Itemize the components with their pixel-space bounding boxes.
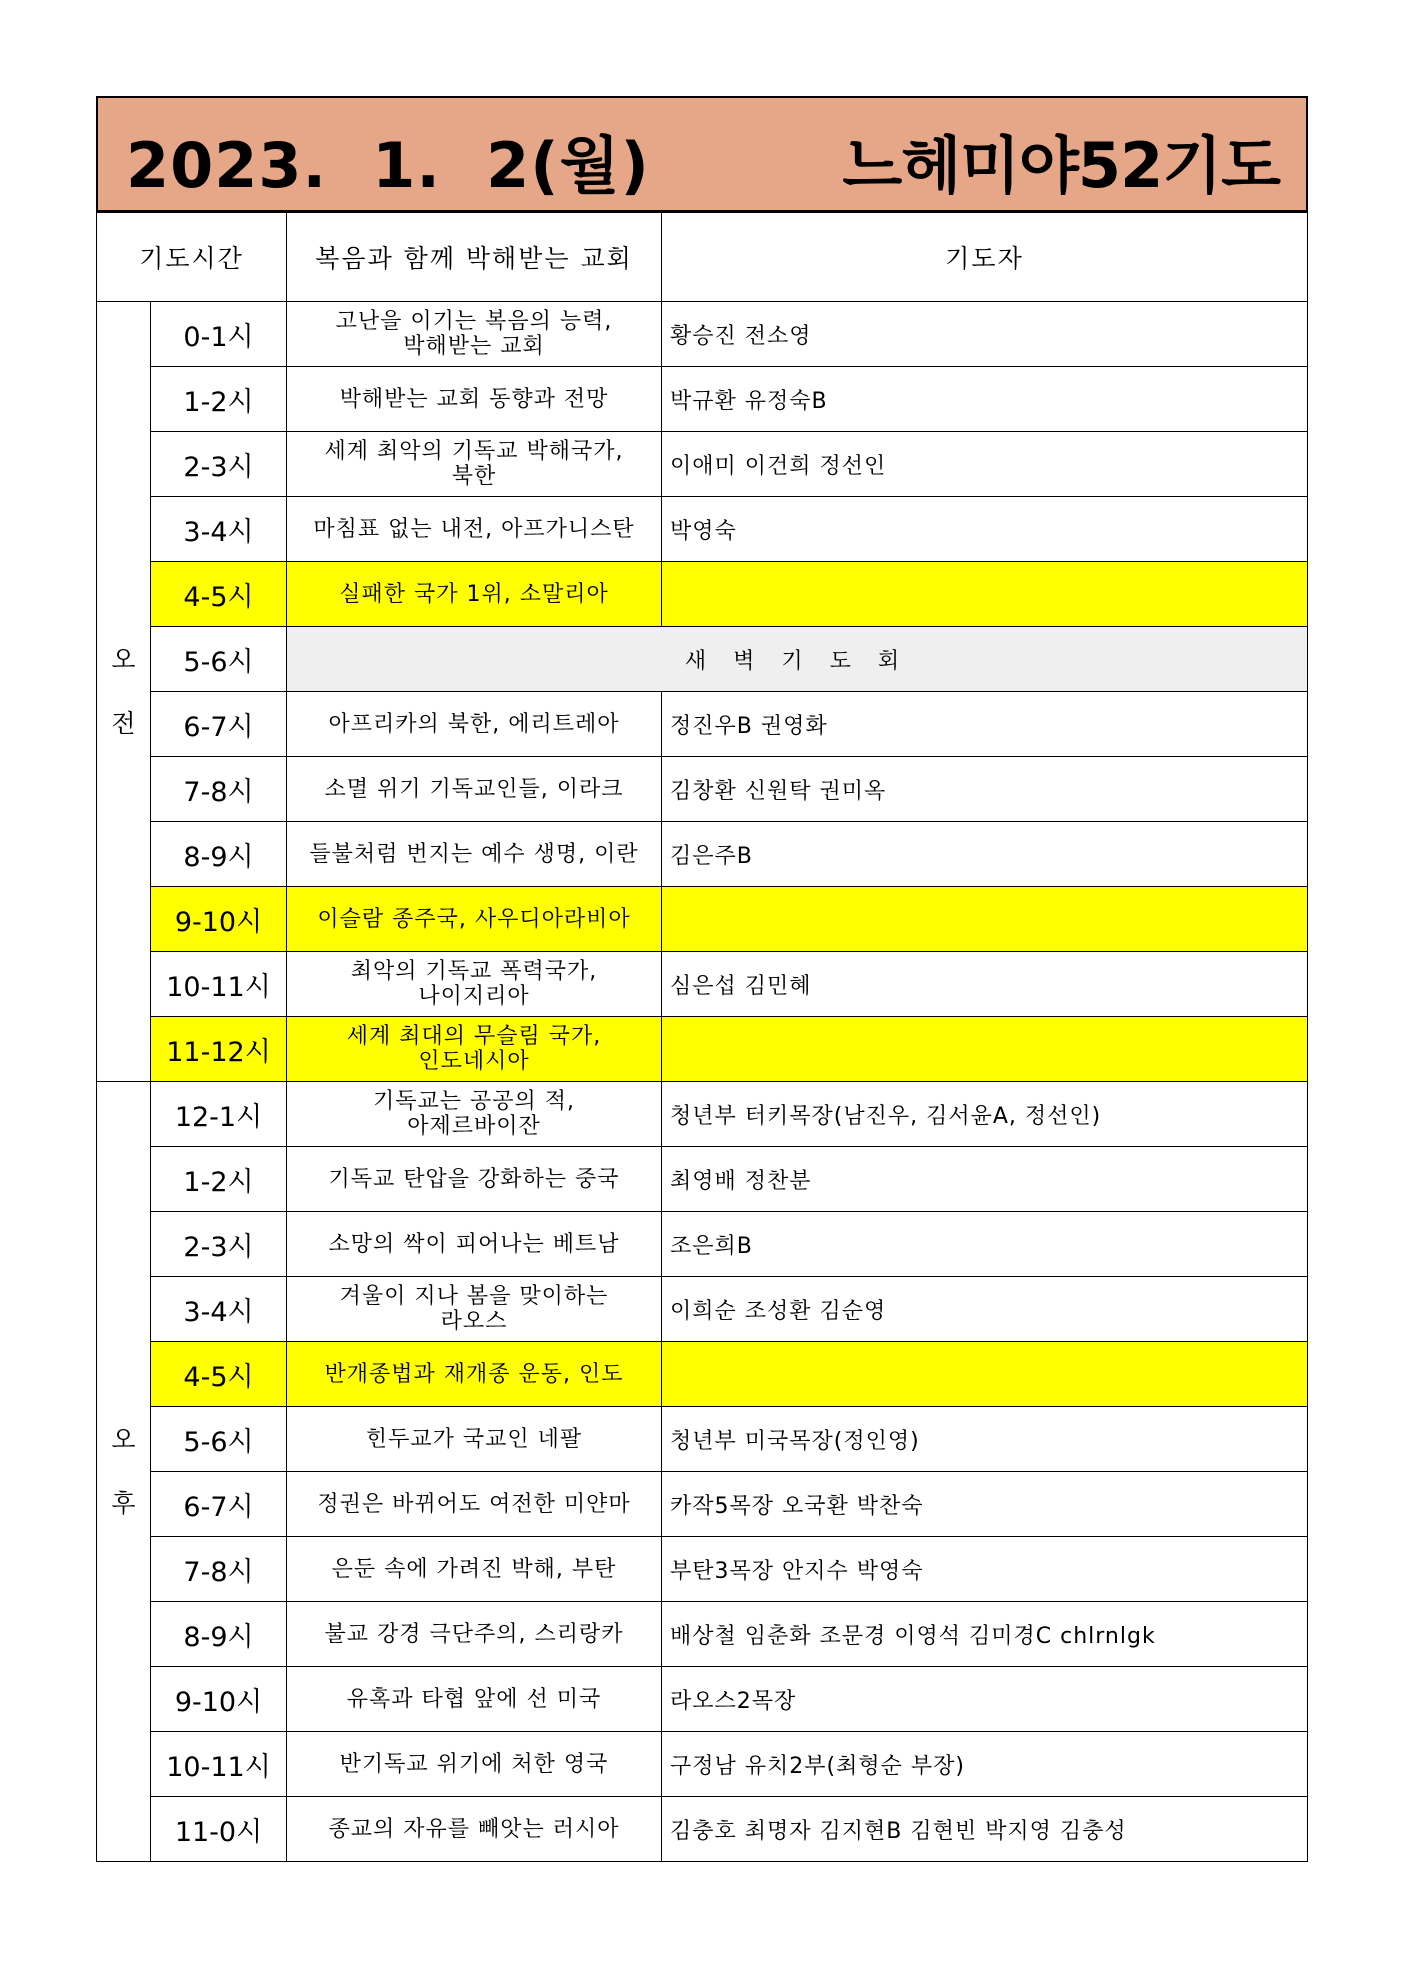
period-char: 오 [111,1424,136,1454]
names-cell: 구정남 유치2부(최형순 부장) [662,1732,1308,1797]
prayer-schedule-sheet [96,96,1308,1862]
topic-cell [287,1082,662,1147]
period-char: 전 [111,708,136,738]
topic-cell [287,302,662,367]
topic-line: 고난을 이기는 복음의 능력, [335,309,613,334]
names-cell: 조은희B [662,1212,1308,1277]
topic-line: 라오스 [440,1309,508,1334]
topic-line: 힌두교가 국교인 네팔 [365,1426,583,1452]
schedule-row [97,1407,1308,1472]
schedule-row [97,367,1308,432]
topic-line: 인도네시아 [418,1049,530,1074]
topic-cell [287,1537,662,1602]
names-cell: 박영숙 [662,497,1308,562]
names-cell: 김충호 최명자 김지현B 김현빈 박지영 김충성 [662,1797,1308,1862]
time-cell: 7-8시 [151,1537,287,1602]
topic-cell [287,1147,662,1212]
schedule-row [97,1472,1308,1537]
column-header-topic: 복음과 함께 박해받는 교회 [287,213,662,302]
time-cell: 0-1시 [151,302,287,367]
period-char: 오 [111,644,136,674]
topic-line: 마침표 없는 내전, 아프가니스탄 [313,516,635,542]
topic-cell [287,497,662,562]
time-cell: 9-10시 [151,887,287,952]
schedule-row [97,627,1308,692]
names-cell: 정진우B 권영화 [662,692,1308,757]
title-date: 2023. 1. 2(월) [126,129,650,202]
topic-cell [287,1732,662,1797]
topic-line: 소망의 싹이 피어나는 베트남 [328,1231,620,1257]
topic-line: 북한 [451,464,497,489]
time-cell: 3-4시 [151,497,287,562]
topic-cell [287,1602,662,1667]
topic-cell [287,432,662,497]
time-cell: 8-9시 [151,822,287,887]
schedule-row [97,1732,1308,1797]
names-cell: 이애미 이건희 정선인 [662,432,1308,497]
names-cell: 청년부 미국목장(정인영) [662,1407,1308,1472]
topic-cell [287,1407,662,1472]
topic-cell [287,822,662,887]
time-cell: 1-2시 [151,367,287,432]
schedule-row [97,302,1308,367]
title-name: 느헤미야52기도 [842,129,1280,202]
names-cell: 황승진 전소영 [662,302,1308,367]
topic-line: 반개종법과 재개종 운동, 인도 [324,1361,624,1387]
topic-line: 종교의 자유를 빼앗는 러시아 [328,1816,620,1842]
time-cell: 10-11시 [151,952,287,1017]
topic-cell [287,952,662,1017]
topic-line: 세계 최악의 기독교 박해국가, [324,439,624,464]
time-cell: 2-3시 [151,1212,287,1277]
topic-line: 최악의 기독교 폭력국가, [350,959,598,984]
time-cell: 8-9시 [151,1602,287,1667]
names-cell: 최영배 정찬분 [662,1147,1308,1212]
time-cell: 4-5시 [151,562,287,627]
time-cell: 1-2시 [151,1147,287,1212]
topic-line: 박해받는 교회 동향과 전망 [339,386,609,412]
topic-line: 은둔 속에 가려진 박해, 부탄 [331,1556,617,1582]
schedule-row [97,1212,1308,1277]
period-am [97,302,151,1082]
schedule-row [97,1537,1308,1602]
schedule-row [97,1667,1308,1732]
topic-line: 반기독교 위기에 처한 영국 [339,1751,609,1777]
topic-cell [287,1212,662,1277]
time-cell: 10-11시 [151,1732,287,1797]
topic-cell [287,1277,662,1342]
names-cell [662,1342,1308,1407]
names-cell: 이희순 조성환 김순영 [662,1277,1308,1342]
schedule-row [97,432,1308,497]
schedule-body [97,302,1308,1862]
schedule-row [97,1147,1308,1212]
topic-line: 아프리카의 북한, 에리트레아 [328,711,620,737]
topic-cell [287,1797,662,1862]
topic-cell [287,1342,662,1407]
topic-line: 정권은 바뀌어도 여전한 미얀마 [317,1491,631,1517]
names-cell: 김창환 신원탁 권미옥 [662,757,1308,822]
time-cell: 9-10시 [151,1667,287,1732]
time-cell: 6-7시 [151,692,287,757]
schedule-row [97,952,1308,1017]
topic-line: 유혹과 타협 앞에 선 미국 [346,1686,602,1712]
time-cell: 2-3시 [151,432,287,497]
topic-cell [287,562,662,627]
topic-line: 이슬람 종주국, 사우디아라비아 [317,906,631,932]
time-cell: 5-6시 [151,1407,287,1472]
time-cell: 7-8시 [151,757,287,822]
time-cell: 11-12시 [151,1017,287,1082]
topic-line: 기독교 탄압을 강화하는 중국 [328,1166,620,1192]
names-cell [662,562,1308,627]
topic-cell [287,887,662,952]
time-cell: 4-5시 [151,1342,287,1407]
topic-line: 박해받는 교회 [403,334,545,359]
topic-line: 아제르바이잔 [407,1114,541,1139]
names-cell: 라오스2목장 [662,1667,1308,1732]
time-cell: 11-0시 [151,1797,287,1862]
schedule-row [97,1017,1308,1082]
names-cell: 배상철 임춘화 조문경 이영석 김미경C chlrnlgk [662,1602,1308,1667]
period-char: 후 [111,1488,136,1518]
column-header-time: 기도시간 [97,213,287,302]
schedule-row [97,1277,1308,1342]
schedule-row [97,692,1308,757]
schedule-row [97,887,1308,952]
names-cell: 청년부 터키목장(남진우, 김서윤A, 정선인) [662,1082,1308,1147]
topic-line: 세계 최대의 무슬림 국가, [346,1024,602,1049]
names-cell: 카작5목장 오국환 박찬숙 [662,1472,1308,1537]
names-cell: 심은섭 김민혜 [662,952,1308,1017]
time-cell: 5-6시 [151,627,287,692]
schedule-row [97,497,1308,562]
names-cell [662,887,1308,952]
time-cell: 6-7시 [151,1472,287,1537]
topic-cell [287,1017,662,1082]
names-cell: 김은주B [662,822,1308,887]
schedule-row [97,757,1308,822]
topic-line: 들불처럼 번지는 예수 생명, 이란 [309,841,639,867]
schedule-row [97,1082,1308,1147]
schedule-row [97,562,1308,627]
header-row [97,213,1308,302]
schedule-row [97,1797,1308,1862]
schedule-row [97,1342,1308,1407]
topic-line: 소멸 위기 기독교인들, 이라크 [324,776,624,802]
names-cell: 부탄3목장 안지수 박영숙 [662,1537,1308,1602]
topic-cell [287,1472,662,1537]
time-cell: 3-4시 [151,1277,287,1342]
topic-line: 실패한 국가 1위, 소말리아 [339,581,609,607]
topic-cell [287,692,662,757]
topic-cell [287,757,662,822]
names-cell: 박규환 유정숙B [662,367,1308,432]
schedule-row [97,822,1308,887]
names-cell [662,1017,1308,1082]
time-cell: 12-1시 [151,1082,287,1147]
topic-line: 나이지리아 [418,984,530,1009]
topic-line: 불교 강경 극단주의, 스리랑카 [324,1621,624,1647]
title-bar [96,96,1308,212]
column-header-names: 기도자 [662,213,1308,302]
topic-line: 기독교는 공공의 적, [373,1089,576,1114]
period-pm [97,1082,151,1862]
topic-line: 겨울이 지나 봄을 맞이하는 [339,1284,609,1309]
schedule-table [96,212,1308,1862]
schedule-row [97,1602,1308,1667]
merged-event-cell: 새 벽 기 도 회 [287,627,1308,692]
topic-cell [287,1667,662,1732]
topic-cell [287,367,662,432]
